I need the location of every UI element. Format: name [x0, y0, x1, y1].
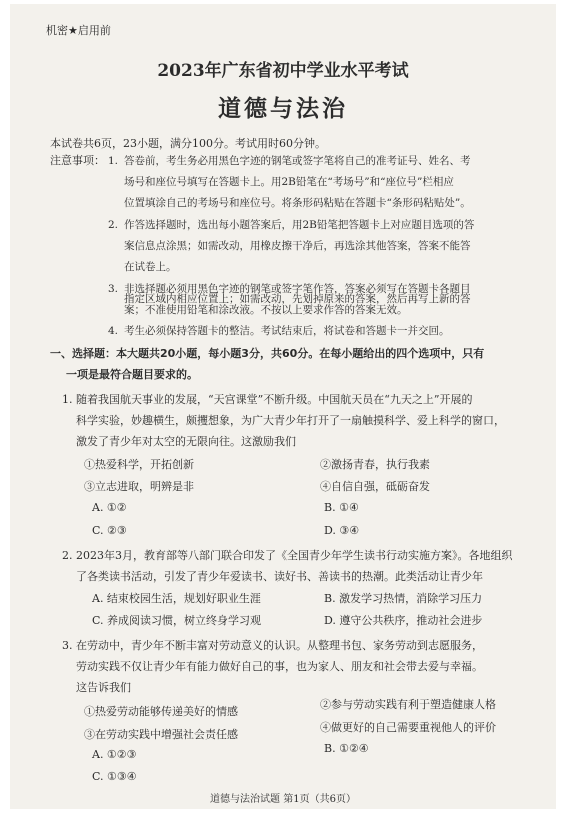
note-line: 位置填涂自己的考场号和座位号。将条形码粘贴在答题卡“条形码粘贴处”。	[124, 197, 471, 209]
answer-choice[interactable]: A. 结束校园生活，规划好职业生涯	[92, 592, 261, 605]
answer-choice[interactable]: D. 遵守公共秩序，推动社会进步	[324, 614, 483, 627]
question-line: 2023年3月，教育部等八部门联合印发了《全国青少年学生读书行动实施方案》。各地组织	[76, 549, 513, 562]
question-line: 激发了青少年对太空的无限向往。这激励我们	[76, 435, 296, 448]
note-line: 考生必须保持答题卡的整洁。考试结束后，将试卷和答题卡一并交回。	[124, 325, 450, 337]
answer-choice[interactable]: B. ①④	[324, 501, 359, 514]
note-line: 非选择题必须用黑色字迹的钢笔或签字笔作答，答案必须写在答题卡各题目	[124, 283, 471, 295]
statement-item: ④自信自强，砥砺奋发	[320, 480, 430, 493]
answer-choice[interactable]: C. ②③	[92, 524, 127, 537]
notes-label: 注意事项：	[50, 154, 105, 167]
answer-choice[interactable]: B. ①②④	[324, 742, 369, 755]
question-line: 科学实验，妙趣横生，颇攫想象，为广大青少年打开了一扇触摸科学、爱上科学的窗口，	[76, 414, 505, 427]
answer-choice[interactable]: C. 养成阅读习惯，树立终身学习观	[92, 614, 262, 627]
page-footer: 道德与法治试题 第1页（共6页）	[210, 794, 356, 805]
note-number: 3.	[108, 283, 119, 295]
answer-choice[interactable]: A. ①②	[92, 501, 127, 514]
question-line: 劳动实践不仅让青少年有能力做好自己的事，也为家人、朋友和社会带去爱与幸福。	[76, 660, 483, 673]
question-line: 了各类读书活动，引发了青少年爱读书、读好书、善读书的热潮。此类活动让青少年	[76, 570, 483, 583]
question-number: 2.	[62, 549, 73, 562]
answer-choice[interactable]: C. ①③④	[92, 770, 137, 783]
question-line: 在劳动中，青少年不断丰富对劳动意义的认识。从整理书包、家务劳动到志愿服务，	[76, 639, 483, 652]
question-number: 1.	[62, 393, 73, 406]
statement-item: ①热爱科学，开拓创新	[84, 458, 194, 471]
section-heading-line1: 一、选择题：本大题共20小题，每小题3分，共60分。在每小题给出的四个选项中，只有	[50, 347, 485, 360]
note-number: 2.	[108, 219, 119, 231]
statement-item: ③立志进取，明辨是非	[84, 480, 194, 493]
answer-choice[interactable]: B. 激发学习热情，消除学习压力	[324, 592, 483, 605]
statement-item: ②激扬青春，执行我素	[320, 458, 430, 471]
subject-title: 道德与法治	[218, 96, 348, 122]
note-line: 案；不准使用铅笔和涂改液。不按以上要求作答的答案无效。	[124, 304, 408, 316]
note-number: 4.	[108, 325, 119, 337]
note-line: 在试卷上。	[124, 261, 177, 273]
note-line: 案信息点涂黑；如需改动，用橡皮擦干净后，再选涂其他答案，答案不能答	[124, 240, 471, 252]
answer-choice[interactable]: A. ①②③	[92, 748, 137, 761]
note-line: 指定区域内相应位置上；如需改动，先划掉原来的答案，然后再写上新的答	[124, 293, 471, 305]
exam-title: 2023年广东省初中学业水平考试	[157, 61, 409, 81]
statement-item: ③在劳动实践中增强社会责任感	[84, 728, 238, 741]
question-line: 这告诉我们	[76, 681, 131, 694]
statement-item: ④做更好的自己需要重视他人的评价	[320, 721, 496, 734]
exam-paper	[10, 4, 556, 809]
statement-item: ②参与劳动实践有利于塑造健康人格	[320, 698, 496, 711]
question-line: 随着我国航天事业的发展，“天宫课堂”不断升级。中国航天员在“九天之上”开展的	[76, 393, 473, 406]
statement-item: ①热爱劳动能够传递美好的情感	[84, 705, 238, 718]
note-line: 作答选择题时，选出每小题答案后，用2B铅笔把答题卡上对应题目选项的答	[124, 219, 475, 231]
note-line: 答卷前，考生务必用黑色字迹的钢笔或签字笔将自己的准考证号、姓名、考	[124, 155, 471, 167]
question-number: 3.	[62, 639, 73, 652]
intro-text: 本试卷共6页，23小题，满分100分。考试用时60分钟。	[50, 137, 326, 150]
note-number: 1.	[108, 155, 119, 167]
secret-mark: 机密★启用前	[46, 24, 111, 37]
section-heading-line2: 一项是最符合题目要求的。	[66, 368, 198, 381]
answer-choice[interactable]: D. ③④	[324, 524, 360, 537]
note-line: 场号和座位号填写在答题卡上。用2B铅笔在“考场号”和“座位号”栏相应	[124, 176, 454, 188]
